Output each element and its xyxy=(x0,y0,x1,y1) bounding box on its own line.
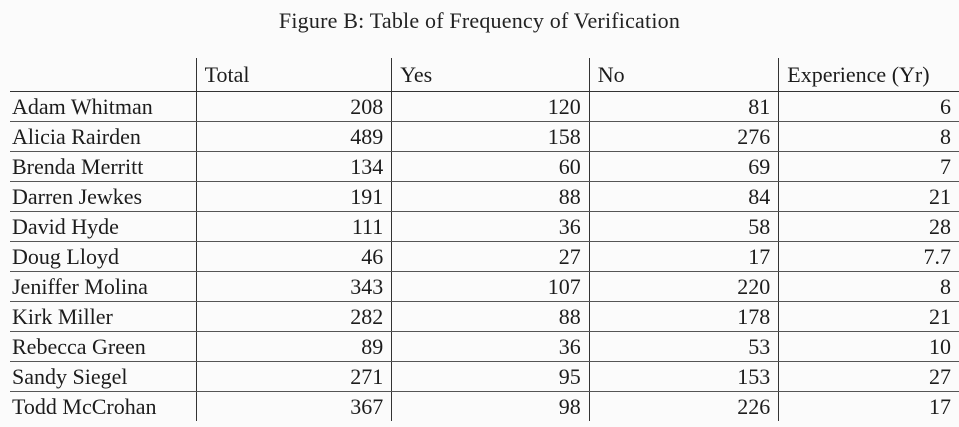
cell-no: 58 xyxy=(589,212,779,242)
cell-total: 208 xyxy=(196,92,392,122)
cell-no: 220 xyxy=(589,272,779,302)
cell-experience: 8 xyxy=(779,122,959,152)
cell-total: 367 xyxy=(196,392,392,422)
cell-name: Jeniffer Molina xyxy=(10,272,196,302)
table-row xyxy=(10,92,959,122)
cell-experience: 28 xyxy=(779,212,959,242)
header-total: Total xyxy=(196,58,392,92)
header-row xyxy=(10,58,959,92)
cell-experience: 27 xyxy=(779,362,959,392)
cell-experience: 7.7 xyxy=(779,242,959,272)
table-row xyxy=(10,182,959,212)
cell-yes: 36 xyxy=(392,212,589,242)
frequency-table xyxy=(10,58,959,421)
cell-no: 178 xyxy=(589,302,779,332)
cell-name: Adam Whitman xyxy=(10,92,196,122)
table-row xyxy=(10,392,959,422)
cell-experience: 10 xyxy=(779,332,959,362)
cell-no: 69 xyxy=(589,152,779,182)
cell-yes: 158 xyxy=(392,122,589,152)
figure-title: Figure B: Table of Frequency of Verification xyxy=(278,8,681,33)
cell-no: 84 xyxy=(589,182,779,212)
cell-no: 276 xyxy=(589,122,779,152)
cell-total: 191 xyxy=(196,182,392,212)
cell-name: Alicia Rairden xyxy=(10,122,196,152)
cell-no: 17 xyxy=(589,242,779,272)
table-row xyxy=(10,212,959,242)
cell-yes: 95 xyxy=(392,362,589,392)
cell-total: 343 xyxy=(196,272,392,302)
table-row xyxy=(10,272,959,302)
cell-name: Doug Lloyd xyxy=(10,242,196,272)
cell-yes: 88 xyxy=(392,182,589,212)
cell-experience: 21 xyxy=(779,182,959,212)
cell-no: 81 xyxy=(589,92,779,122)
cell-name: Brenda Merritt xyxy=(10,152,196,182)
cell-yes: 107 xyxy=(392,272,589,302)
header-corner xyxy=(10,58,196,92)
cell-total: 46 xyxy=(196,242,392,272)
table-row xyxy=(10,242,959,272)
cell-name: Kirk Miller xyxy=(10,302,196,332)
header-experience: Experience (Yr) xyxy=(779,58,959,92)
cell-name: Sandy Siegel xyxy=(10,362,196,392)
cell-name: Darren Jewkes xyxy=(10,182,196,212)
cell-yes: 120 xyxy=(392,92,589,122)
cell-name: Rebecca Green xyxy=(10,332,196,362)
cell-no: 226 xyxy=(589,392,779,422)
cell-yes: 98 xyxy=(392,392,589,422)
cell-no: 153 xyxy=(589,362,779,392)
cell-yes: 88 xyxy=(392,302,589,332)
table-row xyxy=(10,122,959,152)
cell-yes: 27 xyxy=(392,242,589,272)
table-row xyxy=(10,152,959,182)
cell-total: 282 xyxy=(196,302,392,332)
cell-total: 89 xyxy=(196,332,392,362)
cell-experience: 6 xyxy=(779,92,959,122)
table-row xyxy=(10,362,959,392)
cell-yes: 36 xyxy=(392,332,589,362)
cell-experience: 7 xyxy=(779,152,959,182)
cell-experience: 21 xyxy=(779,302,959,332)
cell-experience: 8 xyxy=(779,272,959,302)
cell-no: 53 xyxy=(589,332,779,362)
table-row xyxy=(10,302,959,332)
header-no: No xyxy=(589,58,779,92)
cell-name: Todd McCrohan xyxy=(12,394,157,419)
cell-yes: 60 xyxy=(392,152,589,182)
cell-experience: 17 xyxy=(779,392,959,422)
cell-total: 111 xyxy=(196,212,392,242)
header-yes: Yes xyxy=(392,58,589,92)
cell-name: David Hyde xyxy=(10,212,196,242)
cell-total: 134 xyxy=(196,152,392,182)
table-body xyxy=(10,92,959,422)
cell-total: 271 xyxy=(196,362,392,392)
cell-total: 489 xyxy=(196,122,392,152)
table-row xyxy=(10,332,959,362)
